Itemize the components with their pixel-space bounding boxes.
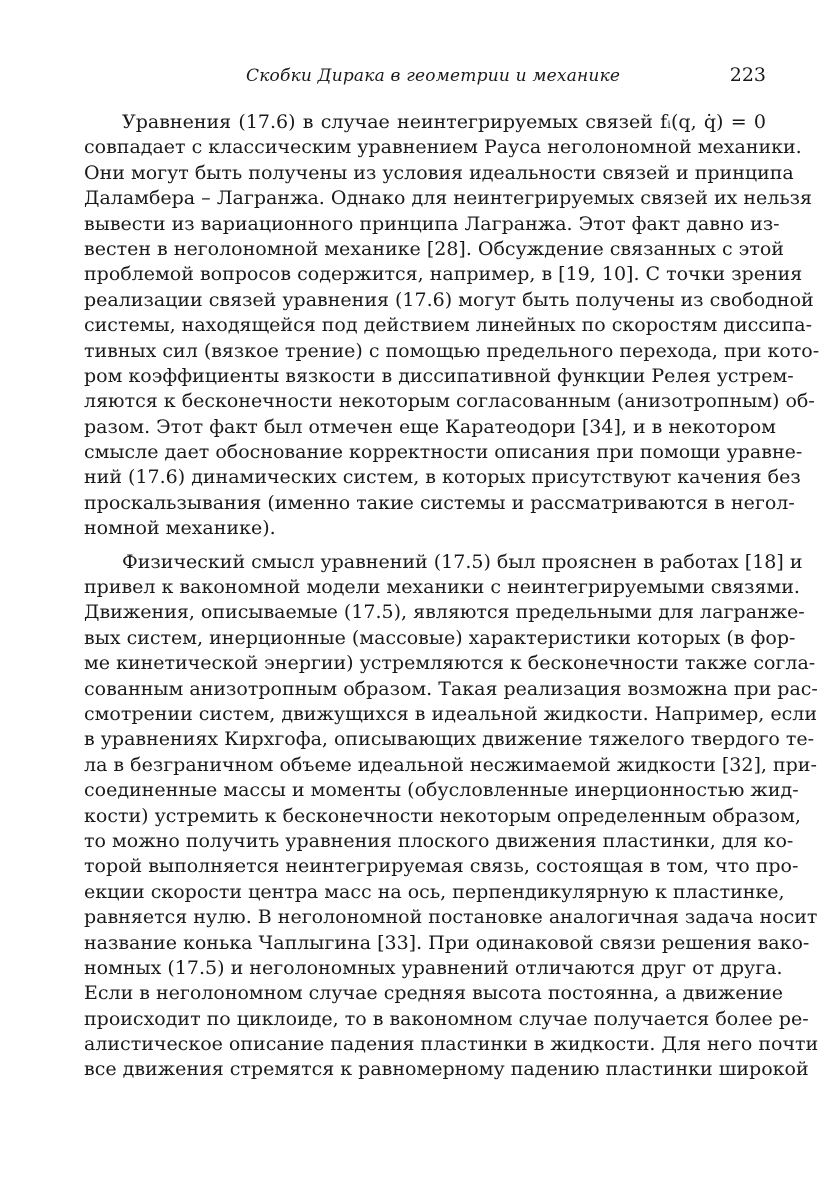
text-line: тивных сил (вязкое трение) с помощью предельного перехода, при кото- xyxy=(84,339,820,362)
text-line: кости) устремить к бесконечности некоторым определенным образом, xyxy=(84,804,801,827)
text-line: номных (17.5) и неголономных уравнений отличаются друг от друга. xyxy=(84,956,783,979)
text-line: проблемой вопросов содержится, например, в [19, 10]. С точки зрения xyxy=(84,263,803,286)
text-line: вестен в неголономной механике [28]. Обсуждение связанных с этой xyxy=(84,237,784,260)
text-line: сованным анизотропным образом. Такая реализация возможна при рас- xyxy=(84,677,818,700)
text-line: Они могут быть получены из условия идеальности связей и принципа xyxy=(84,161,794,184)
paragraph-1 xyxy=(84,110,820,542)
text-block xyxy=(84,110,820,1083)
paragraph-2 xyxy=(84,550,819,1083)
text-line: вых систем, инерционные (массовые) характеристики которых (в фор- xyxy=(84,626,796,649)
text-line: равняется нулю. В неголономной постановке аналогичная задача носит xyxy=(84,906,818,929)
text-line: ром коэффициенты вязкости в диссипативной функции Релея устрем- xyxy=(84,364,794,387)
text-line: ме кинетической энергии) устремляются к бесконечности также согла- xyxy=(84,652,816,675)
running-title: Скобки Дирака в геометрии и механике xyxy=(246,66,621,86)
text-line: проскальзывания (именно такие системы и рассматриваются в негол- xyxy=(84,491,795,514)
text-line: смысле дает обоснование корректности описания при помощи уравне- xyxy=(84,441,803,464)
text-line: алистическое описание падения пластинки в жидкости. Для него почти xyxy=(84,1033,819,1056)
text-line: Если в неголономном случае средняя высота постоянна, а движение xyxy=(84,982,784,1005)
text-line: название конька Чаплыгина [33]. При одинаковой связи решения вако- xyxy=(84,931,810,954)
text-line: совпадает с классическим уравнением Рауса неголономной механики. xyxy=(84,136,802,159)
text-line: Физический смысл уравнений (17.5) был прояснен в работах [18] и xyxy=(122,550,803,573)
text-line: Уравнения (17.6) в случае неинтегрируемых связей fᵢ(q, q̇) = 0 xyxy=(122,111,766,133)
text-line: соединенные массы и моменты (обусловленные инерционностью жид- xyxy=(84,779,799,802)
text-line: екции скорости центра масс на ось, перпендикулярную к пластинке, xyxy=(84,880,785,903)
text-line: происходит по циклоиде, то в вакономном случае получается более ре- xyxy=(84,1007,809,1030)
text-line: ла в безграничном объеме идеальной несжимаемой жидкости [32], при- xyxy=(84,753,817,776)
text-line: торой выполняется неинтегрируемая связь, состоящая в том, что про- xyxy=(84,855,799,878)
text-line: то можно получить уравнения плоского движения пластинки, для ко- xyxy=(84,829,794,852)
text-line: системы, находящейся под действием линейных по скоростям диссипа- xyxy=(84,314,812,337)
text-line: ний (17.6) динамических систем, в которых присутствуют качения без xyxy=(84,466,801,489)
text-line: Даламбера – Лагранжа. Однако для неинтегрируемых связей их нельзя xyxy=(84,187,813,210)
text-line: номной механике). xyxy=(84,517,276,540)
text-line: разом. Этот факт был отмечен еще Каратеодори [34], и в некотором xyxy=(84,415,776,438)
page-number: 223 xyxy=(729,64,766,86)
text-line: привел к вакономной модели механики с неинтегрируемыми связями. xyxy=(84,576,800,599)
text-line: вывести из вариационного принципа Лагранжа. Этот факт давно из- xyxy=(84,212,780,235)
text-line: ляются к бесконечности некоторым согласованным (анизотропным) об- xyxy=(84,390,815,413)
text-line: смотрении систем, движущихся в идеальной жидкости. Например, если xyxy=(84,702,818,725)
text-line: реализации связей уравнения (17.6) могут быть получены из свободной xyxy=(84,288,814,311)
running-head xyxy=(84,66,766,90)
text-line: Движения, описываемые (17.5), являются предельными для лагранже- xyxy=(84,601,805,624)
text-line: все движения стремятся к равномерному падению пластинки широкой xyxy=(84,1058,809,1081)
text-line: в уравнениях Кирхгофа, описывающих движение тяжелого твердого те- xyxy=(84,728,815,751)
